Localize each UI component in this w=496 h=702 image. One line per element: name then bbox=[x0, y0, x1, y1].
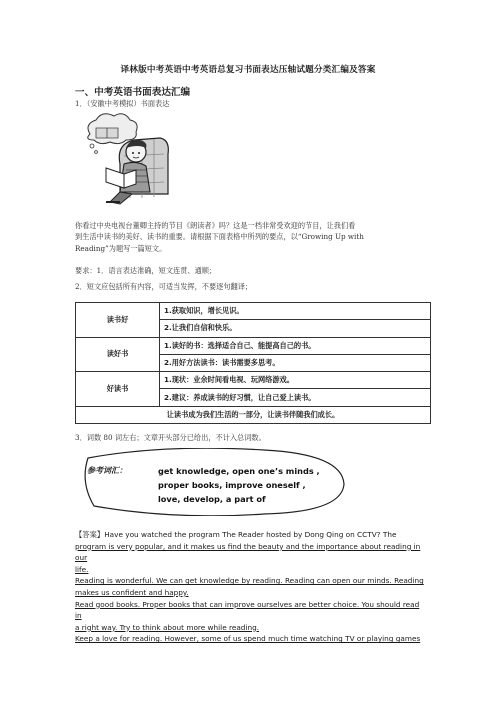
answer-line: 【答案】Have you watched the program The Reader hosted by Dong Qing on CCTV? The bbox=[75, 530, 397, 539]
vocab-label: 参考词汇： bbox=[87, 466, 127, 475]
table-row bbox=[76, 337, 431, 354]
requirement-1: 要求：1．语言表达准确，短文连贯、通顺； bbox=[75, 266, 217, 275]
outline-table bbox=[75, 302, 431, 424]
instruction-line: 到生活中读书的美好、读书的重要。请根据下面表格中所列的要点，以“Growing Up with bbox=[75, 232, 364, 242]
table-item: 1.现状：业余时间看电视、玩网络游戏。 bbox=[160, 372, 431, 389]
answer-line: Keep a love for reading. However, some of us spend much time watching TV or playing games bbox=[75, 634, 421, 644]
word-count-note: 3．词数 80 词左右；文章开头部分已给出，不计入总词数。 bbox=[75, 433, 266, 442]
answer-line: program is very popular, and it makes us find the beauty and the importance about reading in our bbox=[75, 541, 421, 563]
table-category: 读书好 bbox=[76, 303, 160, 338]
instruction-paragraph bbox=[75, 220, 430, 254]
answer-section bbox=[75, 529, 427, 645]
answer-line: life. bbox=[75, 564, 89, 574]
table-item: 2.用好方法读书：读书需要多思考。 bbox=[160, 354, 431, 371]
vocab-line: get knowledge, open one’s minds , bbox=[158, 466, 320, 476]
section-heading: 一、中考英语书面表达汇编 bbox=[75, 87, 191, 98]
question-source: （安徽中考模拟）书面表达 bbox=[86, 99, 170, 108]
table-footer: 让读书成为我们生活的一部分，让读书伴随我们成长。 bbox=[76, 406, 431, 423]
table-category: 读好书 bbox=[76, 337, 160, 372]
table-item: 2.让我们自信和快乐。 bbox=[160, 320, 431, 337]
answer-tag: 【答案】 bbox=[75, 530, 105, 539]
table-item: 2.建议：养成读书的好习惯，让自己爱上读书。 bbox=[160, 389, 431, 406]
answer-line: a right way. Try to think about more while reading. bbox=[75, 622, 260, 632]
table-item: 1.获取知识，增长见识。 bbox=[160, 303, 431, 320]
vocab-line: proper books, improve oneself , bbox=[158, 480, 306, 490]
table-item: 1.读好的书：选择适合自己、能提高自己的书。 bbox=[160, 337, 431, 354]
table-row bbox=[76, 406, 431, 423]
question-header bbox=[75, 99, 169, 109]
table-category: 好读书 bbox=[76, 372, 160, 407]
question-number: 1． bbox=[75, 99, 87, 108]
answer-line: makes us confident and happy. bbox=[75, 587, 189, 597]
page-title: 译林版中考英语中考英语总复习书面表达压轴试题分类汇编及答案 bbox=[120, 65, 376, 75]
requirement-2: 2．短文应包括所有内容，可适当发挥，不要逐句翻译； bbox=[75, 282, 253, 291]
vocab-line: love, develop, a part of bbox=[158, 494, 266, 504]
answer-line: Read good books. Proper books that can improve ourselves are better choice. You should read in bbox=[75, 599, 420, 621]
instruction-line: 你看过中央电视台董卿主持的节目《朗读者》吗？这是一档非常受欢迎的节目，让我们看 bbox=[75, 221, 356, 230]
answer-line: Reading is wonderful. We can get knowledge by reading. Reading can open our minds. Reading bbox=[75, 576, 424, 586]
table-row bbox=[76, 303, 431, 320]
table-row bbox=[76, 372, 431, 389]
reader-cartoon-illustration bbox=[76, 112, 180, 208]
instruction-line: Reading”为题写一篇短文。 bbox=[75, 243, 167, 253]
